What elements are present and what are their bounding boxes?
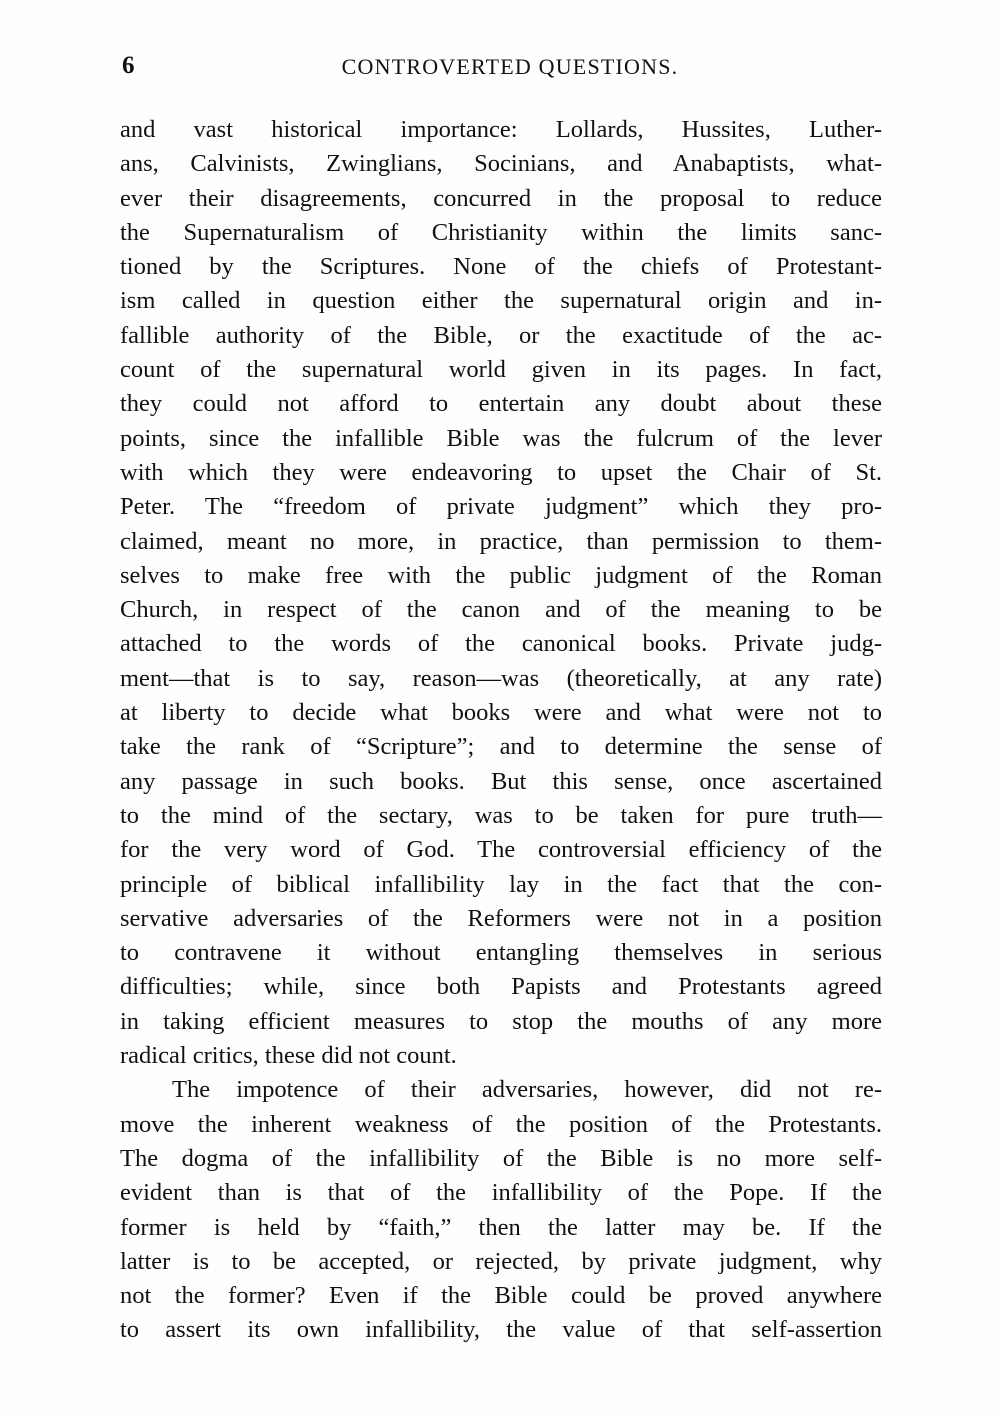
- text-line: to contravene it without entangling themselves in serious: [120, 939, 882, 967]
- text-line: count of the supernatural world given in its pages. In fact,: [120, 356, 882, 384]
- text-line: and vast historical importance: Lollards, Hussites, Luther-: [120, 116, 882, 143]
- running-head: [120, 50, 882, 86]
- text-line: points, since the infallible Bible was the fulcrum of the lever: [120, 424, 882, 452]
- text-line: selves to make free with the public judgment of the Roman: [120, 561, 882, 589]
- body-text: [120, 113, 882, 1348]
- text-line: not the former? Even if the Bible could be proved anywhere: [120, 1282, 882, 1310]
- text-line: in taking efficient measures to stop the mouths of any more: [120, 1007, 882, 1035]
- text-line: fallible authority of the Bible, or the exactitude of the ac-: [120, 321, 882, 349]
- text-line: attached to the words of the canonical books. Private judg-: [120, 630, 882, 658]
- text-line: The dogma of the infallibility of the Bible is no more self-: [120, 1144, 882, 1172]
- text-line: ism called in question either the supernatural origin and in-: [120, 287, 882, 315]
- text-line: the Supernaturalism of Christianity within the limits sanc-: [120, 218, 882, 246]
- text-line: they could not afford to entertain any doubt about these: [120, 390, 882, 418]
- text-line: any passage in such books. But this sense, once ascertained: [120, 767, 882, 795]
- page-number: 6: [122, 52, 135, 79]
- paragraph-2: [120, 1073, 882, 1347]
- text-line: difficulties; while, since both Papists and Protestants agreed: [120, 973, 882, 1001]
- text-line: ment—that is to say, reason—was (theoretically, at any rate): [120, 664, 882, 692]
- text-line: servative adversaries of the Reformers were not in a position: [120, 904, 882, 932]
- text-line: ans, Calvinists, Zwinglians, Socinians, and Anabaptists, what-: [120, 150, 882, 178]
- text-line: tioned by the Scriptures. None of the chiefs of Protestant-: [120, 253, 882, 281]
- text-line: evident than is that of the infallibility of the Pope. If the: [120, 1179, 882, 1207]
- running-title: CONTROVERTED QUESTIONS.: [341, 54, 679, 79]
- text-line: The impotence of their adversaries, however, did not re-: [172, 1076, 882, 1104]
- text-line: for the very word of God. The controversial efficiency of the: [120, 836, 882, 864]
- text-line: Church, in respect of the canon and of the meaning to be: [120, 596, 882, 624]
- paragraph-1: [120, 113, 882, 1073]
- text-line: to the mind of the sectary, was to be taken for pure truth—: [120, 801, 882, 829]
- text-line: principle of biblical infallibility lay in the fact that the con-: [120, 870, 882, 898]
- text-line: ever their disagreements, concurred in the proposal to reduce: [120, 184, 882, 212]
- text-line: at liberty to decide what books were and what were not to: [120, 699, 882, 727]
- text-line: to assert its own infallibility, the value of that self-assertion: [120, 1316, 882, 1344]
- text-line: latter is to be accepted, or rejected, by private judgment, why: [120, 1247, 882, 1275]
- text-line: move the inherent weakness of the position of the Protestants.: [120, 1110, 882, 1138]
- text-line: former is held by “faith,” then the latter may be. If the: [120, 1213, 882, 1241]
- text-line: take the rank of “Scripture”; and to determine the sense of: [120, 733, 882, 761]
- text-line: with which they were endeavoring to upset the Chair of St.: [120, 458, 882, 486]
- text-line: radical critics, these did not count.: [120, 1042, 457, 1070]
- text-line: Peter. The “freedom of private judgment” which they pro-: [120, 493, 882, 521]
- text-line: claimed, meant no more, in practice, than permission to them-: [120, 527, 882, 555]
